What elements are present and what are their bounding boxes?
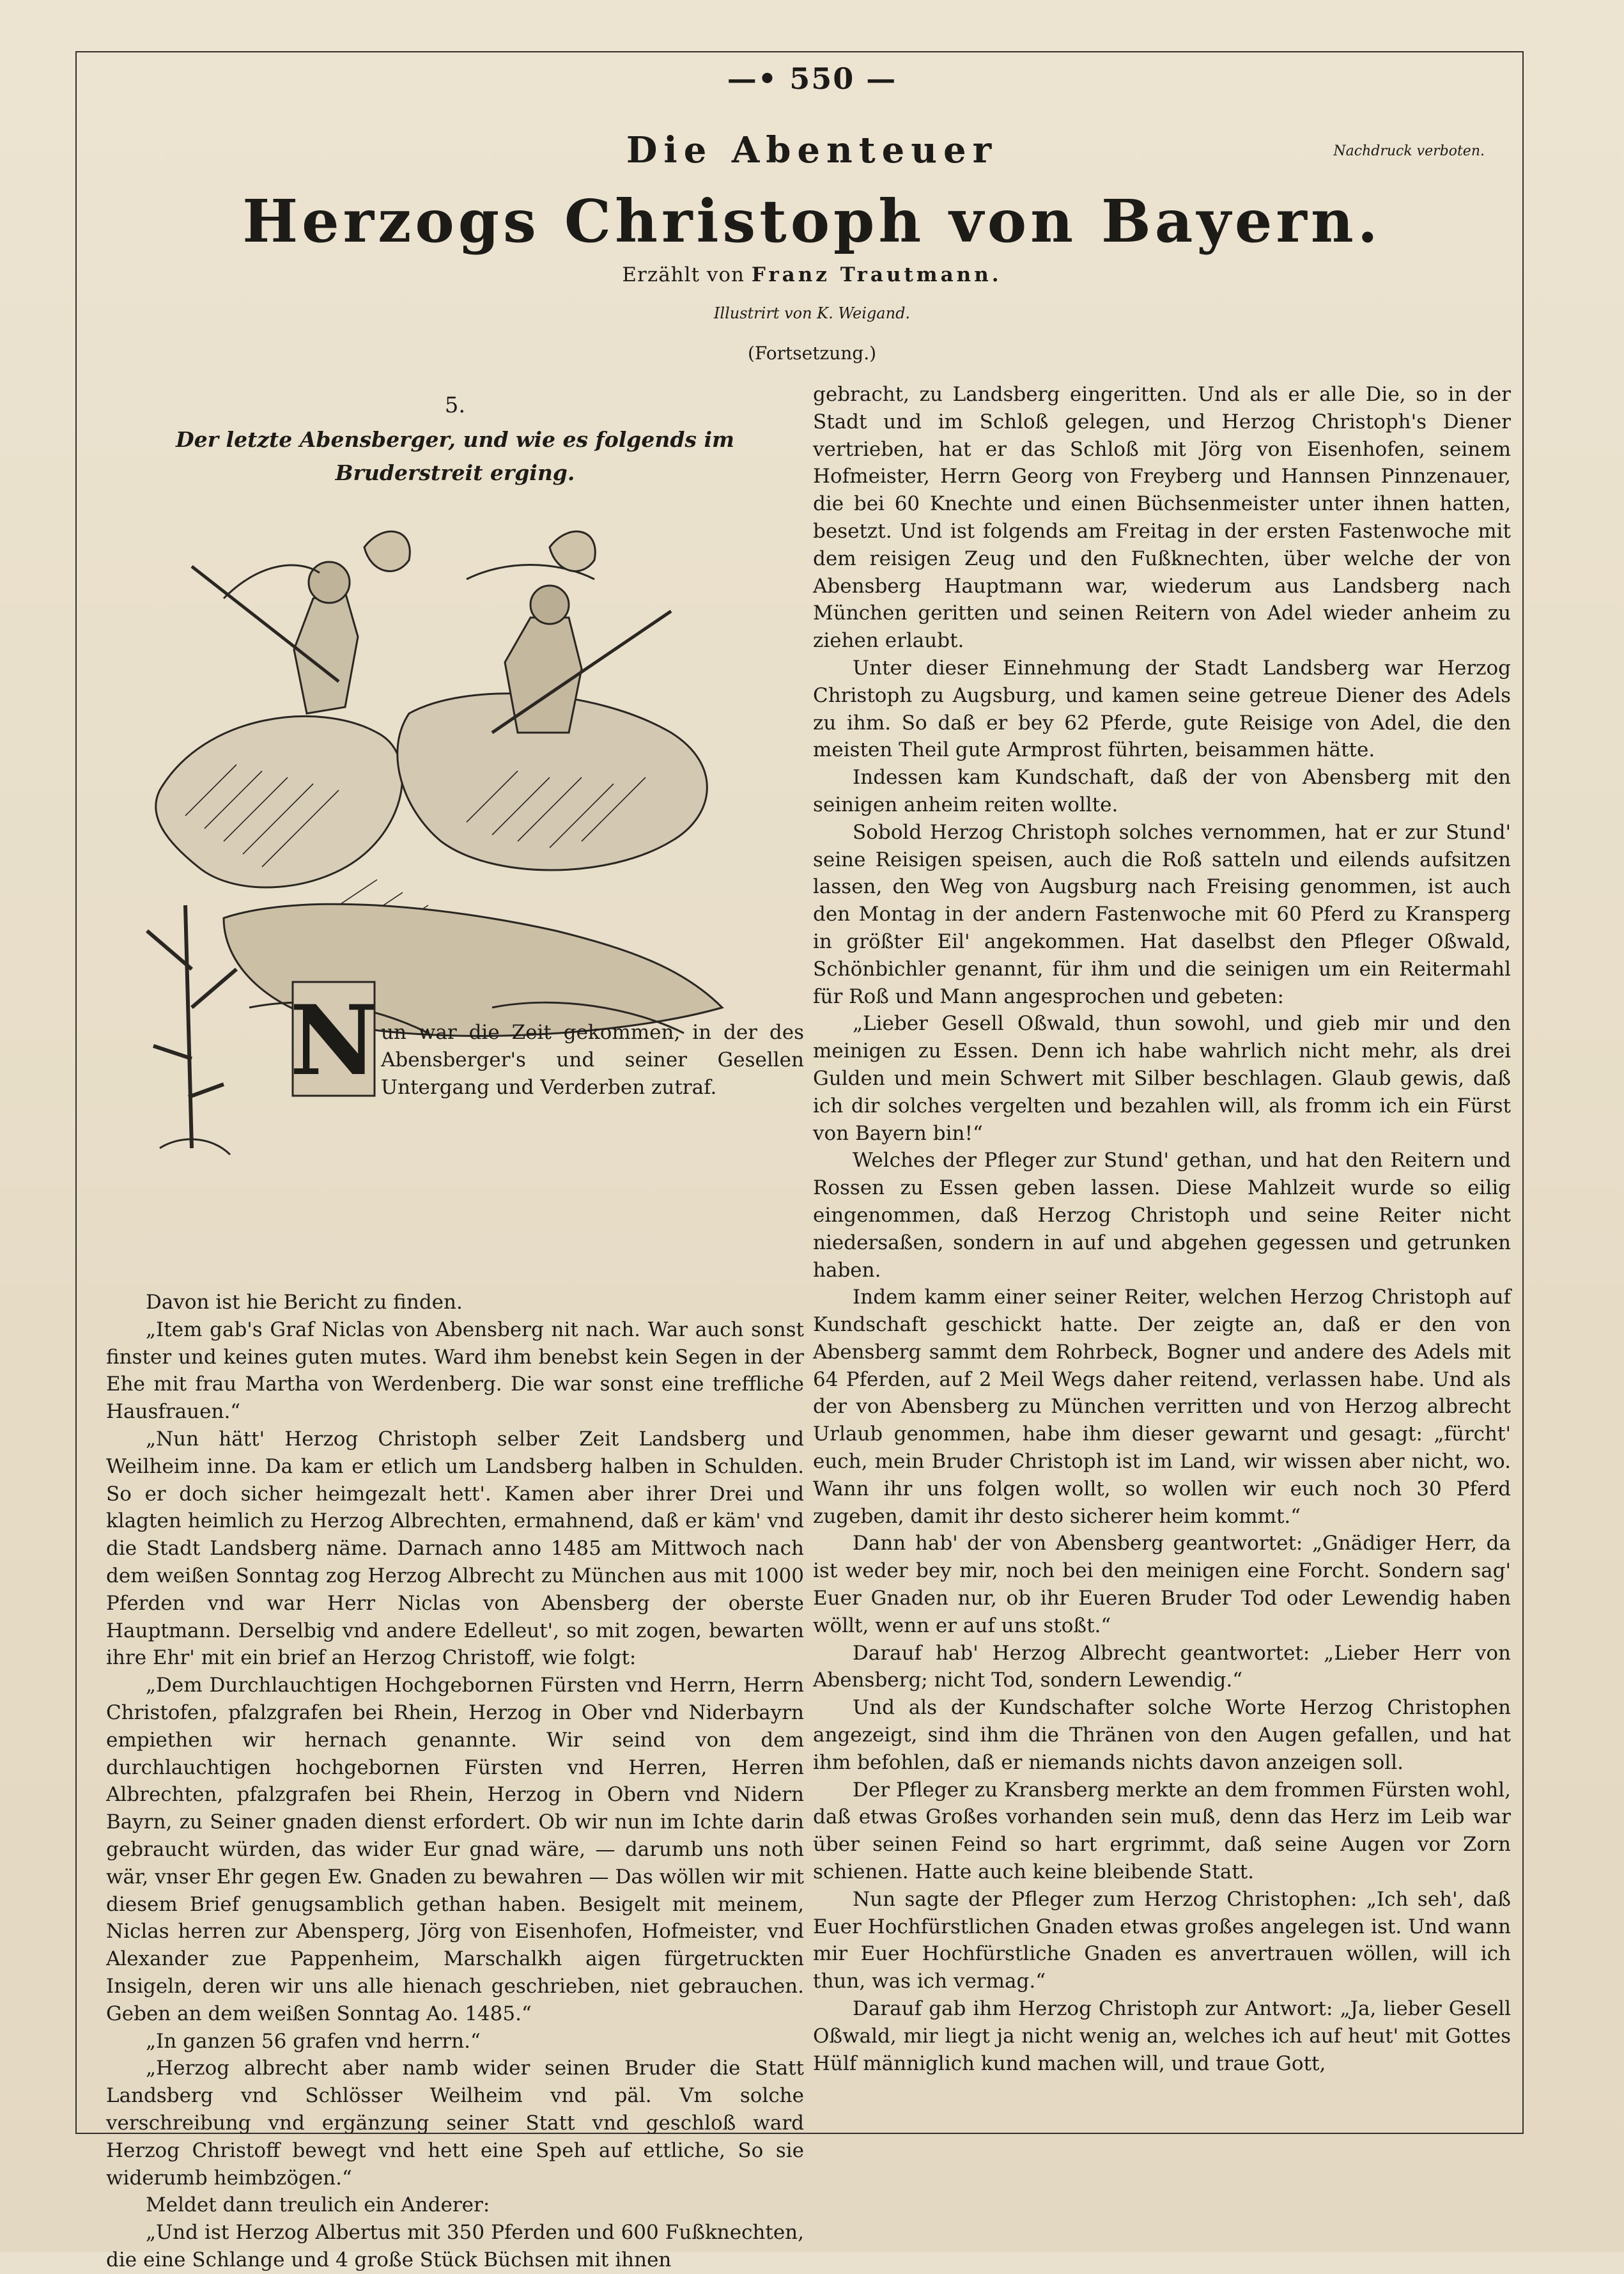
paragraph: Indem kamm einer seiner Reiter, welchen Herzog Christoph auf Kundschaft geschickt hatte. Der zeigte an, daß er den von Abensberg sammt dem Rohrbeck, Bogner und andere des Adels mit 64 Pferden, auf 2 Meil Wegs daher reitend, verlassen habe. Und als der von Abensberg zu München verritten und von Herzog albrecht Urlaub genommen, habe ihm dieser gewarnt und gesagt: „fürcht' euch, mein Bruder Christoph ist im Land, wir wissen aber nicht, wo. Wann ihr uns folgen wollt, so wollen wir euch noch 30 Pferd zugeben, damit ihr desto sicherer heim kommt.“ [813, 1286, 1511, 1528]
dropcap-n-icon [289, 978, 378, 1100]
byline [0, 263, 1624, 286]
paragraph: „Und ist Herzog Albertus mit 350 Pferden und 600 Fußknechten, die eine Schlange und 4 große Stück Büchsen mit ihnen [106, 2221, 804, 2271]
page-number-value: 550 [789, 61, 855, 96]
paragraph: Welches der Pfleger zur Stund' gethan, und hat den Reitern und Rossen zu Essen geben lassen. Diese Mahlzeit wurde so eilig eingenommen, daß Herzog Christoph und seine Reiter nicht niedersaßen, sondern in auf und abgehen gegessen und getrunken haben. [813, 1149, 1511, 1282]
paragraph: Dann hab' der von Abensberg geantwortet: „Gnädiger Herr, da ist weder bey mir, noch bei den meinigen eine Forcht. Sondern sag' Euer Gnaden nur, ob ihr Eueren Bruder Tod oder Lewendig haben wöllt, wenn er auf uns stoßt.“ [813, 1532, 1511, 1637]
opening-text: un war die Zeit gekommen, in der des Abensberger's und seiner Gesellen Untergang und Verderben zutraf. [381, 1021, 804, 1099]
paragraph: Meldet dann treulich ein Anderer: [146, 2193, 490, 2217]
story-title-line1: Die Abenteuer [626, 129, 998, 171]
reprint-notice: Nachdruck verboten. [1333, 143, 1485, 159]
story-title-line2: Herzogs Christoph von Bayern. [242, 187, 1382, 256]
chapter-heading: Der letzte Abensberger, und wie es folgends im Bruderstreit erging. [176, 427, 734, 485]
opening-paragraph [381, 1019, 804, 1101]
paragraph: Davon ist hie Bericht zu finden. [146, 1291, 463, 1314]
paragraph: „Nun hätt' Herzog Christoph selber Zeit Landsberg und Weilheim inne. Da kam er etlich um Landsberg halben in Schulden. So er doch sicher heimgezalt hett'. Kamen aber ihrer Drei und klagten heimlich zu Herzog Albrechten, ermahnend, daß er käm' vnd die Stadt Landsberg näme. Darnach anno 1485 am Mittwoch nach dem weißen Sonntag zog Herzog Albrecht zu München aus mit 1000 Pferden vnd war Herr Niclas von Abensberg der oberste Hauptmann. Derselbig vnd andere Edelleut', so mit zogen, bewarten ihre Ehr' mit ein brief an Herzog Christoff, wie folgt: [106, 1427, 804, 1670]
paragraph: „In ganzen 56 grafen vnd herrn.“ [146, 2029, 481, 2053]
continuation-note: (Fortsetzung.) [747, 343, 877, 364]
page-number: —• 550 — [727, 61, 897, 96]
paragraph: Der Pfleger zu Kransberg merkte an dem frommen Fürsten wohl, daß etwas Großes vorhanden sein muß, denn das Herz im Leib war über seinen Feind so hart ergrimmt, daß seine Augen vor Zorn schienen. Hatte auch keine bleibende Statt. [813, 1778, 1511, 1884]
paragraph: Darauf gab ihm Herzog Christoph zur Antwort: „Ja, lieber Gesell Oßwald, mir liegt ja nicht wenig an, welches ich auf heut' mit Gottes Hülf männiglich kund machen will, und traue Gott, [813, 1997, 1511, 2075]
paragraph: „Lieber Gesell Oßwald, thun sowohl, und gieb mir und den meinigen zu Essen. Denn ich habe wahrlich nicht mehr, als drei Gulden und mein Schwert mit Silber beschlagen. Glaub gewis, daß ich dir solches vergelten und bezahlen will, als fromm ich ein Fürst von Bayern bin!“ [813, 1012, 1511, 1145]
paragraph: „Dem Durchlauchtigen Hochgebornen Fürsten vnd Herrn, Herrn Christofen, pfalzgrafen bei Rhein, Herzog in Ober vnd Niderbayrn empiethen wir hernach genannte. Wir seind von dem durchlauchtigen hochgebornen Fürsten vnd Herren, Herren Albrechten, pfalzgrafen bei Rhein, Herzog in Obern vnd Nidern Bayrn, zu Seiner gnaden dienst erfordert. Ob wir nun im Ichte darin gebraucht würden, das wider Eur gnad wäre, — darumb uns noth wär, vnser Ehr gegen Ew. Gnaden zu bewahren — Das wöllen wir mit diesem Brief genugsamblich gethan haben. Besigelt mit meinem, Niclas herren zur Abensperg, Jörg von Eisenhofen, Hofmeister, vnd Alexander zue Pappenheim, Marschalkh aigen fürgetruckten Insigeln, deren wir uns alle hienach geschrieben, niet gebrauchen. Geben an dem weißen Sonntag Ao. 1485.“ [106, 1674, 804, 2025]
paragraph: „Herzog albrecht aber namb wider seinen Bruder die Statt Landsberg vnd Schlösser Weilheim vnd päl. Vm solche verschreibung vnd ergänzung seiner Statt vnd geschloß ward Herzog Christoff bewegt vnd hett eine Speh auf ettliche, So sie widerumb heimbzögen.“ [106, 2057, 804, 2190]
paragraph: Indessen kam Kundschaft, daß der von Abensberg mit den seinigen anheim reiten wollte. [813, 766, 1511, 816]
left-column [106, 1289, 804, 2274]
paragraph: Darauf hab' Herzog Albrecht geantwortet: „Lieber Herr von Abensberg; nicht Tod, sondern Lewendig.“ [813, 1641, 1511, 1692]
paragraph: Sobold Herzog Christoph solches vernommen, hat er zur Stund' seine Reisigen speisen, auch die Roß satteln und eilends aufsitzen lassen, den Weg von Augsburg nach Freising genommen, ist auch den Montag in der andern Fastenwoche mit 60 Pferd zu Kransperg in größter Eil' angekommen. Hat daselbst den Pfleger Oßwald, Schönbichler genannt, für ihm und die seinigen um ein Reitermahl für Roß und Mann angesprochen und gebeten: [813, 820, 1511, 1008]
paragraph: „Item gab's Graf Niclas von Abensberg nit nach. War auch sonst finster und keines guten mutes. Ward ihm benebst kein Segen in der Ehe mit frau Martha von Werdenberg. Die war sonst eine treffliche Hausfrauen.“ [106, 1318, 804, 1424]
illustrator-credit: Illustrirt von K. Weigand. [713, 304, 911, 322]
byline-prefix: Erzählt von [622, 263, 745, 286]
chapter-number: 5. [444, 393, 466, 418]
right-column [813, 381, 1511, 2077]
byline-author: Franz Trautmann. [751, 263, 1002, 286]
paragraph: Nun sagte der Pfleger zum Herzog Christophen: „Ich seh', daß Euer Hochfürstlichen Gnaden etwas großes angelegen ist. Und wann mir Euer Hochfürstliche Gnaden es anvertrauen wöllen, will ich thun, was ich vermag.“ [813, 1887, 1511, 1993]
dropcap-letter: N [290, 985, 378, 1097]
paragraph: Und als der Kundschafter solche Worte Herzog Christophen angezeigt, sind ihm die Thränen von den Augen gefallen, und hat ihm befohlen, daß er niemands nichts davon anzeigen soll. [813, 1696, 1511, 1774]
paragraph: gebracht, zu Landsberg eingeritten. Und als er alle Die, so in der Stadt und im Schloß gelegen, und Herzog Christoph's Diener vertrieben, hat er das Schloß mit Jörg von Eisenhofen, seinem Hofmeister, Herrn Georg von Freyberg und Hannsen Pinnzenauer, die bei 60 Knechte und einen Büchsenmeister unter ihnen hatten, besetzt. Und ist folgends am Freitag in der ersten Fastenwoche mit dem reisigen Zeug und den Fußknechten, über welche der von Abensberg Hauptmann war, wiederum aus Landsberg nach München geritten und seinen Reitern von Adel wieder anheim zu ziehen erlaubt. [813, 383, 1511, 653]
paragraph: Unter dieser Einnehmung der Stadt Landsberg war Herzog Christoph zu Augsburg, und kamen seine getreue Diener des Adels zu ihm. So daß er bey 62 Pferde, gute Reisige von Adel, die den meisten Theil gute Armprost führten, beisammen hätte. [813, 656, 1511, 762]
